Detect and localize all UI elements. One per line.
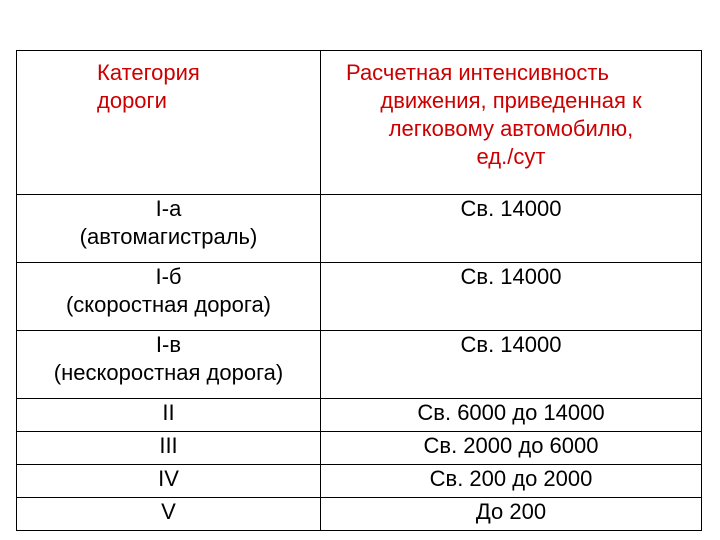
road-category-table — [16, 50, 702, 531]
table-row — [17, 432, 702, 465]
header-intensity — [321, 51, 702, 195]
header-category-line: Категория — [97, 60, 200, 85]
intensity-cell: Св. 200 до 2000 — [321, 465, 702, 498]
intensity-cell: Св. 14000 — [321, 263, 702, 331]
category-cell: V — [17, 498, 321, 531]
table-row — [17, 263, 702, 331]
intensity-cell: Св. 2000 до 6000 — [321, 432, 702, 465]
category-note: (автомагистраль) — [79, 224, 258, 249]
header-intensity-line: движения, приведенная к — [380, 88, 642, 113]
category-note: (нескоростная дорога) — [53, 360, 284, 385]
intensity-cell: Св. 6000 до 14000 — [321, 399, 702, 432]
category-code: I-б — [155, 264, 182, 289]
header-category — [17, 51, 321, 195]
intensity-cell: Св. 14000 — [321, 195, 702, 263]
category-cell: II — [17, 399, 321, 432]
header-category-line: дороги — [97, 88, 167, 113]
category-note: (скоростная дорога) — [65, 292, 272, 317]
table-row — [17, 195, 702, 263]
table-row — [17, 498, 702, 531]
category-code: I-а — [155, 196, 182, 221]
header-intensity-line: ед./сут — [476, 144, 546, 169]
table-row — [17, 331, 702, 399]
header-intensity-line: легковому автомобилю, — [388, 116, 634, 141]
intensity-cell: Св. 14000 — [321, 331, 702, 399]
table-row — [17, 465, 702, 498]
header-intensity-line: Расчетная интенсивность — [346, 60, 609, 85]
category-cell — [17, 263, 321, 331]
category-cell — [17, 195, 321, 263]
table-row — [17, 399, 702, 432]
category-cell: IV — [17, 465, 321, 498]
table-header-row — [17, 51, 702, 195]
category-code: I-в — [155, 332, 182, 357]
intensity-cell: До 200 — [321, 498, 702, 531]
category-cell — [17, 331, 321, 399]
category-cell: III — [17, 432, 321, 465]
